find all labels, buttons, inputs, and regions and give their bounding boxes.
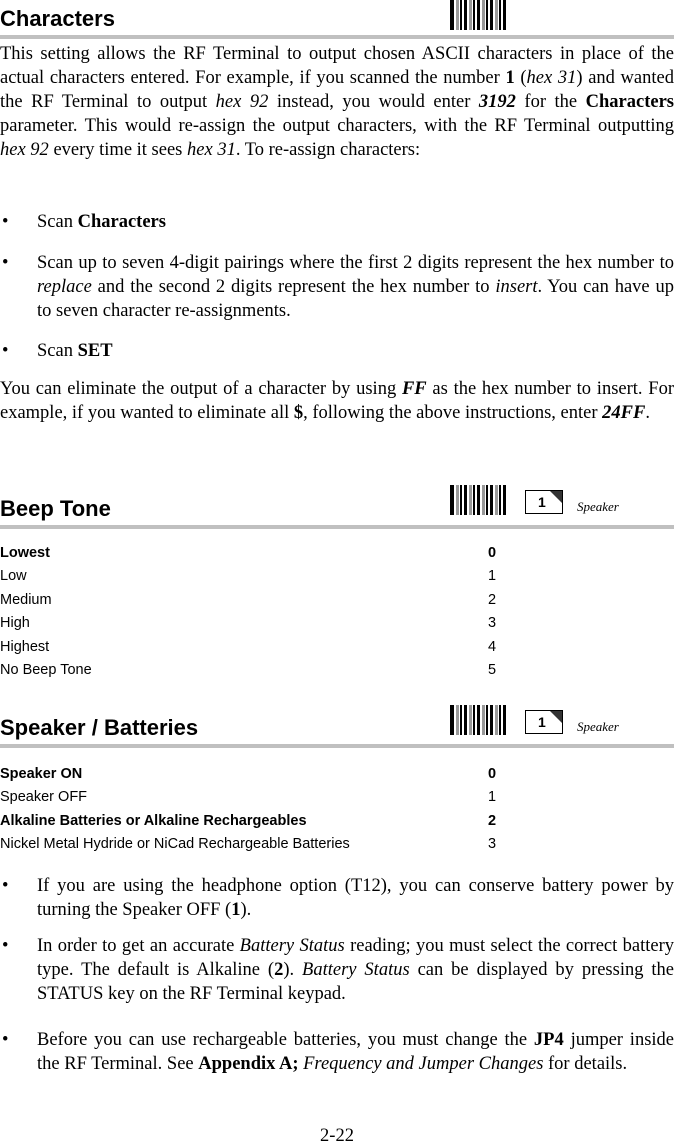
bullet-item: • If you are using the headphone option (T12), you can conserve battery power by turning the Speaker OFF (1). <box>2 876 674 920</box>
table-row: Speaker ON 0 <box>0 766 497 782</box>
bullet-item: • Before you can use rechargeable batteries, you must change the JP4 jumper inside the RF Terminal. See Appendix A; Frequency and Jumper Changes for details. <box>2 1030 674 1074</box>
bullet-item: • Scan up to seven 4-digit pairings where the first 2 digits represent the hex number to replace and the second 2 digits represent the hex number to insert. You can have up to seven character re-assignments. <box>2 253 674 321</box>
speaker-tag: Speaker <box>577 499 619 514</box>
section-title-speaker-batteries: Speaker / Batteries <box>0 715 199 740</box>
bullet-item: • Scan SET <box>2 341 113 361</box>
key-1-icon: 1 <box>525 490 563 514</box>
section-title-characters: Characters <box>0 6 115 31</box>
key-1-icon: 1 <box>525 710 563 734</box>
table-row: Lowest 0 <box>0 545 497 561</box>
speaker-tag: Speaker <box>577 719 619 734</box>
barcode-icon <box>450 485 507 515</box>
characters-intro: This setting allows the RF Terminal to output chosen ASCII characters in place of the actual characters entered. For example, if you scanned the number 1 (hex 31) and wanted the RF Terminal to output hex 92 instead, you would enter 3192 for the Characters parameter. This would re-assign the output characters, with the RF Terminal outputting hex 92 every time it sees hex 31. To re-assign characters: <box>0 44 674 160</box>
divider <box>0 525 674 529</box>
table-row: Low 1 <box>0 568 497 585</box>
table-row: Highest 4 <box>0 638 497 655</box>
divider <box>0 744 674 748</box>
bullet-item: • Scan Characters <box>2 212 166 232</box>
table-row: Nickel Metal Hydride or NiCad Rechargeable Batteries 3 <box>0 836 497 853</box>
divider <box>0 35 674 39</box>
barcode-icon <box>450 0 507 30</box>
table-row: Alkaline Batteries or Alkaline Rechargeables 2 <box>0 812 497 829</box>
table-row: High 3 <box>0 615 497 632</box>
table-row: No Beep Tone 5 <box>0 661 497 678</box>
section-title-beep-tone: Beep Tone <box>0 496 111 521</box>
speaker-table <box>0 763 674 857</box>
barcode-icon <box>450 705 507 735</box>
page-number: 2-22 <box>320 1126 354 1144</box>
beep-tone-table <box>0 542 674 682</box>
bullet-item: • In order to get an accurate Battery Status reading; you must select the correct battery type. The default is Alkaline (2). Battery Status can be displayed by pressing the STATUS key on the RF Terminal keypad. <box>2 936 674 1004</box>
table-row: Medium 2 <box>0 591 497 608</box>
table-row: Speaker OFF 1 <box>0 789 497 806</box>
characters-outro: You can eliminate the output of a character by using FF as the hex number to insert. For example, if you wanted to eliminate all $, following the above instructions, enter 24FF. <box>0 379 674 423</box>
